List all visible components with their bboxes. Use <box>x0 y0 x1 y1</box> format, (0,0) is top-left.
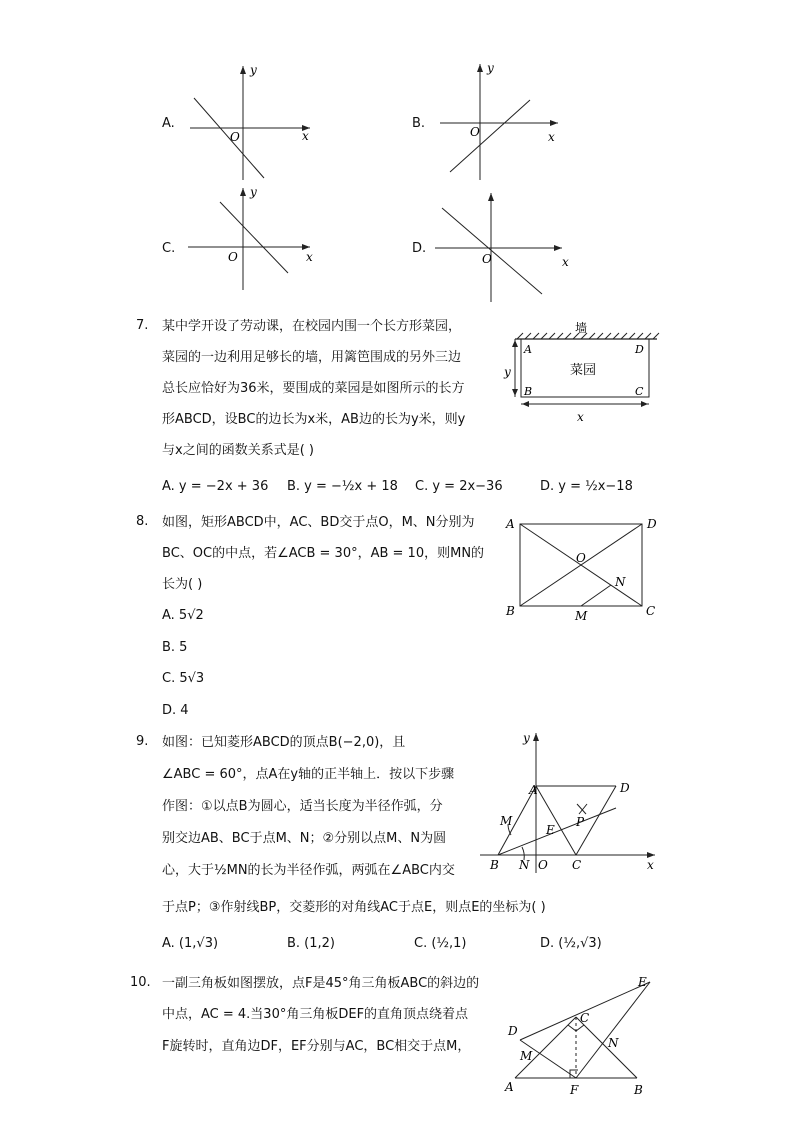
q7-x-label: x <box>577 410 584 424</box>
q10-line-2: 中点，AC = 4.当30°角三角板DEF的直角顶点绕着点 <box>162 1007 469 1022</box>
q9-option-c[interactable]: C. (½,1) <box>414 936 467 951</box>
q8-line-1: 如图，矩形ABCD中，AC、BD交于点O，M、N分别为 <box>162 515 475 530</box>
q9-point-a: A <box>529 783 538 797</box>
q10-point-c: C <box>580 1011 590 1025</box>
q10-figure <box>500 970 670 1100</box>
q7-line-2: 菜园的一边利用足够长的墙，用篱笆围成的另外三边 <box>162 350 462 365</box>
q6-option-a-label: A. <box>162 116 175 131</box>
q9-line-5: 心，大于½MN的长为半径作弧，两弧在∠ABC内交 <box>162 863 455 878</box>
q9-line-1: 如图：已知菱形ABCD的顶点B(−2,0)，且 <box>162 735 406 750</box>
q7-wall-label: 墙 <box>575 321 588 335</box>
q10-point-d: D <box>508 1024 518 1038</box>
q10-line-3: F旋转时，直角边DF，EF分别与AC，BC相交于点M， <box>162 1039 471 1054</box>
q8-point-n: N <box>615 575 626 589</box>
q6-graph-b <box>430 60 570 190</box>
q10-line-1: 一副三角板如图摆放，点F是45°角三角板ABC的斜边的 <box>162 976 480 991</box>
q6-option-b-label: B. <box>412 116 426 131</box>
q7-line-1: 某中学开设了劳动课，在校园内围一个长方形菜园， <box>162 319 462 334</box>
q8-number: 8. <box>136 514 149 529</box>
q7-line-3: 总长应恰好为36米，要围成的菜园是如图所示的长方 <box>162 381 465 396</box>
q7-line-5: 与x之间的函数关系式是( ) <box>162 443 314 458</box>
q7-option-d[interactable]: D. y = ½x−18 <box>540 479 633 494</box>
q7-figure <box>495 318 665 430</box>
q9-line-3: 作图：①以点B为圆心，适当长度为半径作弧，分 <box>162 799 443 814</box>
q10-point-m: M <box>520 1049 533 1063</box>
q6-option-d-label: D. <box>412 241 427 256</box>
q6d-x-label: x <box>562 255 569 269</box>
q6-graph-c <box>180 185 320 295</box>
q9-figure <box>470 728 665 878</box>
q9-line-6: 于点P；③作射线BP，交菱形的对角线AC于点E，则点E的坐标为( ) <box>162 900 546 915</box>
q8-point-o: O <box>576 551 586 565</box>
q6c-origin-label: O <box>228 250 238 264</box>
q10-point-e: E <box>638 975 647 989</box>
q6b-origin-label: O <box>470 125 480 139</box>
q7-number: 7. <box>136 318 149 333</box>
q9-option-a[interactable]: A. (1,√3) <box>162 936 219 951</box>
q8-figure <box>500 512 670 627</box>
q6-graph-d <box>430 190 580 305</box>
q9-x-axis-label: x <box>647 858 654 872</box>
q9-point-n: N <box>519 858 530 872</box>
q7-point-d: D <box>635 343 644 356</box>
q8-option-a[interactable]: A. 5√2 <box>162 608 204 623</box>
q9-point-b: B <box>490 858 499 872</box>
q9-line-2: ∠ABC = 60°，点A在y轴的正半轴上．按以下步骤 <box>162 767 455 782</box>
q8-point-b: B <box>506 604 515 618</box>
q6-option-c-label: C. <box>162 241 176 256</box>
q9-number: 9. <box>136 734 149 749</box>
q9-line-4: 别交边AB、BC于点M、N；②分别以点M、N为圆 <box>162 831 447 846</box>
q7-y-label: y <box>504 365 511 379</box>
q8-option-c[interactable]: C. 5√3 <box>162 671 205 686</box>
q10-number: 10. <box>130 975 151 990</box>
q7-line-4: 形ABCD，设BC的边长为x米，AB边的长为y米，则y <box>162 412 466 427</box>
q10-point-n: N <box>608 1036 619 1050</box>
q7-garden-label: 菜园 <box>570 363 597 378</box>
q9-y-axis-label: y <box>523 731 530 745</box>
q6-graph-a <box>180 60 320 190</box>
q8-line-3: 长为( ) <box>162 577 203 592</box>
q7-option-b[interactable]: B. y = −½x + 18 <box>287 479 398 494</box>
q8-option-d[interactable]: D. 4 <box>162 703 189 718</box>
q7-point-c: C <box>635 385 644 398</box>
q6d-origin-label: O <box>482 252 492 266</box>
q8-point-a: A <box>506 517 515 531</box>
q6a-x-label: x <box>302 129 309 143</box>
q6b-x-label: x <box>548 130 555 144</box>
q6c-y-label: y <box>250 185 257 199</box>
q6c-x-label: x <box>306 250 313 264</box>
q6b-y-label: y <box>487 61 494 75</box>
q8-point-d: D <box>647 517 657 531</box>
q7-option-c[interactable]: C. y = 2x−36 <box>415 479 503 494</box>
q9-point-o: O <box>538 858 548 872</box>
q7-option-a[interactable]: A. y = −2x + 36 <box>162 479 269 494</box>
q9-point-p: P <box>576 815 585 829</box>
q8-point-m: M <box>575 609 588 623</box>
q7-point-b: B <box>524 385 533 398</box>
q6a-origin-label: O <box>230 130 240 144</box>
q7-point-a: A <box>524 343 532 356</box>
q9-option-d[interactable]: D. (½,√3) <box>540 936 602 951</box>
q8-point-c: C <box>646 604 656 618</box>
q9-point-d: D <box>620 781 630 795</box>
q6a-y-label: y <box>250 63 257 77</box>
q9-point-c: C <box>572 858 582 872</box>
q9-point-e: E <box>546 823 555 837</box>
q9-option-b[interactable]: B. (1,2) <box>287 936 336 951</box>
q10-point-b: B <box>634 1083 643 1097</box>
q8-option-b[interactable]: B. 5 <box>162 640 188 655</box>
q8-line-2: BC、OC的中点，若∠ACB = 30°，AB = 10，则MN的 <box>162 546 485 561</box>
q9-point-m: M <box>500 814 513 828</box>
q10-point-f: F <box>570 1083 579 1097</box>
q10-point-a: A <box>505 1080 514 1094</box>
